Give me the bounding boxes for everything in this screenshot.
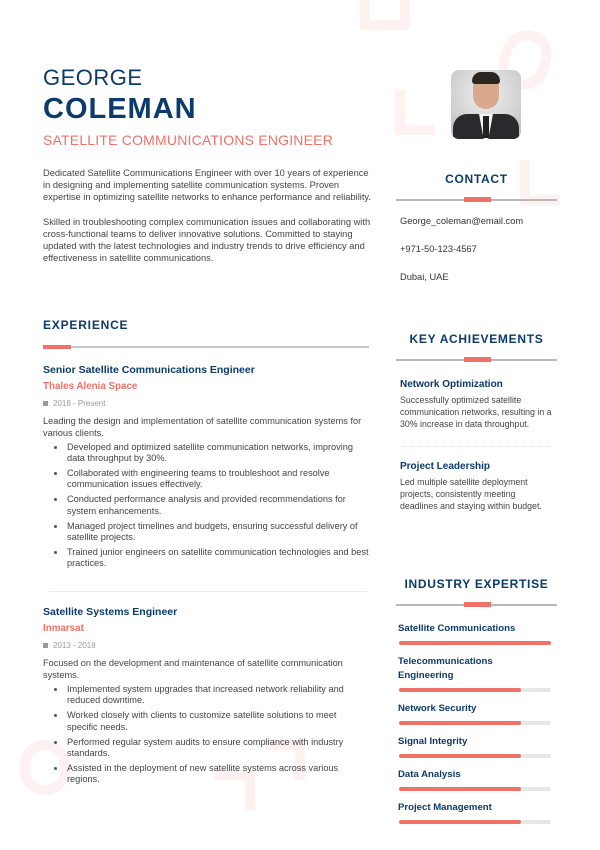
job-divider bbox=[49, 591, 367, 592]
skill-level-bar bbox=[399, 820, 551, 824]
professional-summary bbox=[43, 167, 373, 264]
company-name: Inmarsat bbox=[43, 623, 84, 635]
summary-paragraph: Dedicated Satellite Communications Engineer with over 10 years of experience in designing and implementing satellite communication systems. Proven expertise in optimizing satellite networks to enhance performance and reliability. bbox=[43, 168, 371, 203]
last-name: COLEMAN bbox=[43, 93, 197, 125]
achievement-item bbox=[400, 379, 557, 430]
skill-item bbox=[398, 655, 557, 692]
decorative-shape bbox=[360, 0, 410, 30]
summary-paragraph: Skilled in troubleshooting complex communication issues and collaborating with cross-functional teams to deliver innovative solutions. Committed to staying updated with the latest technologies and industry trends to drive efficiency and effectiveness in satellite communications. bbox=[43, 216, 371, 264]
bullet-item: Implemented system upgrades that increased network reliability and reduced downtime. bbox=[67, 684, 369, 706]
bullet-item: Developed and optimized satellite communication networks, improving data throughput by 30%. bbox=[67, 442, 369, 464]
experience-heading: EXPERIENCE bbox=[43, 318, 129, 332]
achievement-item bbox=[400, 461, 557, 512]
contact-location: Dubai, UAE bbox=[400, 272, 449, 282]
job-title: Senior Satellite Communications Engineer bbox=[43, 364, 255, 376]
bullet-item: Trained junior engineers on satellite communication technologies and best practices. bbox=[67, 546, 369, 569]
contact-email[interactable]: George_coleman@email.com bbox=[400, 216, 524, 226]
skill-name: Satellite Communications bbox=[398, 623, 516, 634]
achievement-title: Network Optimization bbox=[400, 379, 503, 390]
skill-level-bar bbox=[399, 688, 551, 692]
bullet-item: Managed project timelines and budgets, ensuring successful delivery of satellite projects. bbox=[67, 521, 369, 543]
date-range: 2013 - 2018 bbox=[53, 641, 96, 651]
achievements-heading: KEY ACHIEVEMENTS bbox=[409, 332, 544, 346]
contact-phone[interactable]: +971-50-123-4567 bbox=[400, 244, 477, 254]
job-title-headline: SATELLITE COMMUNICATIONS ENGINEER bbox=[43, 132, 334, 148]
section-divider bbox=[396, 199, 557, 201]
skill-name: Data Analysis bbox=[398, 769, 461, 780]
skill-name: Project Management bbox=[398, 802, 492, 813]
skill-item bbox=[398, 702, 557, 725]
job-bullets bbox=[43, 684, 369, 785]
skill-level-bar bbox=[399, 641, 551, 645]
experience-section bbox=[43, 318, 369, 789]
job-dates bbox=[43, 641, 369, 650]
skill-item bbox=[398, 801, 557, 824]
skill-item bbox=[398, 768, 557, 791]
achievement-title: Project Leadership bbox=[400, 461, 491, 472]
contact-section bbox=[396, 172, 557, 282]
bullet-item: Worked closely with clients to customize satellite solutions to meet specific needs. bbox=[67, 710, 369, 732]
bullet-item: Performed regular system audits to ensure compliance with industry standards. bbox=[67, 737, 369, 759]
bullet-item: Collaborated with engineering teams to troubleshoot and resolve communication issues effectively. bbox=[67, 468, 369, 490]
calendar-icon bbox=[43, 643, 48, 648]
job-title: Satellite Systems Engineer bbox=[43, 606, 178, 619]
skill-level-bar bbox=[399, 754, 551, 758]
date-range: 2018 - Present bbox=[53, 399, 106, 408]
section-divider bbox=[43, 346, 369, 348]
job-bullets bbox=[43, 442, 369, 569]
company-name: Thales Alenia Space bbox=[43, 381, 138, 392]
contact-heading: CONTACT bbox=[445, 172, 508, 186]
first-name: GEORGE bbox=[43, 65, 143, 90]
job-entry bbox=[43, 364, 369, 569]
achievement-divider bbox=[400, 446, 551, 447]
job-description: Leading the design and implementation of satellite communication systems for various clients. bbox=[43, 416, 362, 438]
profile-photo bbox=[451, 70, 521, 139]
key-achievements-section bbox=[396, 332, 557, 512]
calendar-icon bbox=[43, 401, 48, 406]
achievement-description: Led multiple satellite deployment projects, consistently meeting deadlines and staying within budget. bbox=[400, 477, 542, 511]
bullet-item: Conducted performance analysis and provided recommendations for system enhancements. bbox=[67, 494, 369, 516]
skill-item bbox=[398, 735, 557, 758]
decorative-shape bbox=[395, 90, 435, 135]
section-divider bbox=[396, 604, 557, 606]
resume-header bbox=[43, 66, 333, 148]
skill-item bbox=[398, 622, 557, 645]
achievement-description: Successfully optimized satellite communication networks, resulting in a 30% increase in data throughput. bbox=[400, 395, 552, 429]
bullet-item: Assisted in the deployment of new satellite systems across various regions. bbox=[67, 763, 369, 785]
job-dates bbox=[43, 399, 369, 408]
skill-name: Network Security bbox=[398, 703, 477, 714]
skill-level-bar bbox=[399, 721, 551, 725]
section-divider bbox=[396, 359, 557, 361]
skill-name: Signal Integrity bbox=[398, 736, 468, 747]
skill-name: Telecommunications Engineering bbox=[398, 656, 493, 681]
skill-level-bar bbox=[399, 787, 551, 791]
industry-expertise-section bbox=[396, 577, 557, 824]
job-entry bbox=[43, 606, 369, 785]
job-description: Focused on the development and maintenance of satellite communication systems. bbox=[43, 658, 343, 681]
expertise-heading: INDUSTRY EXPERTISE bbox=[404, 577, 549, 591]
